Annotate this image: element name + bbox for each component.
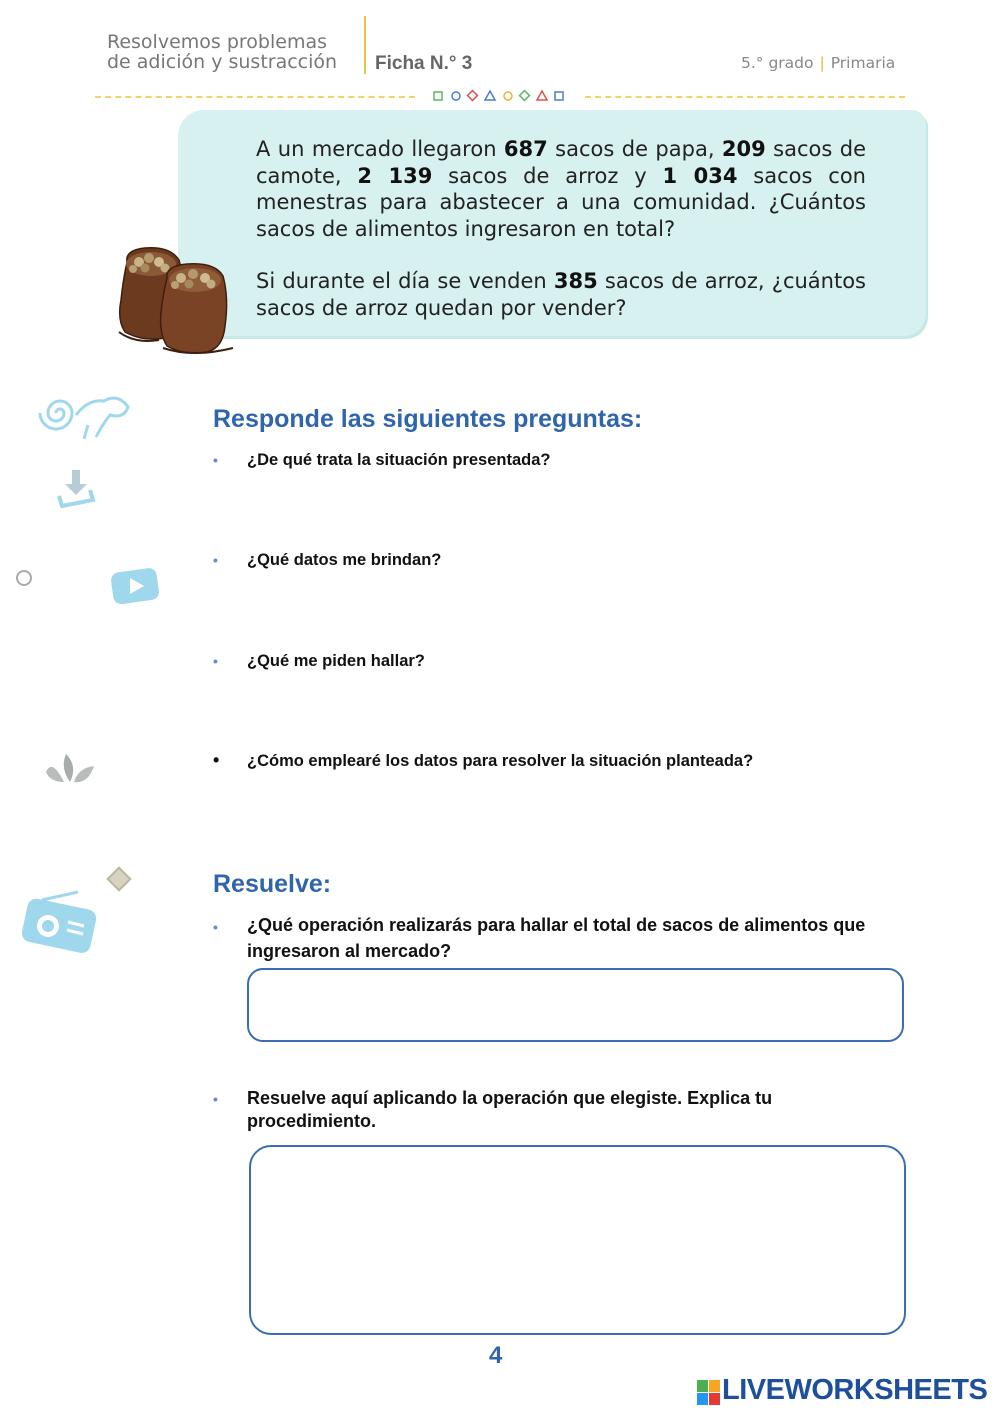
problem-number: 687 — [503, 137, 548, 161]
problem-number: 209 — [721, 137, 766, 161]
liveworksheets-logo-icon — [697, 1380, 721, 1406]
radio-icon — [20, 888, 100, 958]
question-item — [213, 751, 893, 771]
level-text: Primaria — [830, 54, 896, 72]
procedure-answer-box[interactable] — [249, 1145, 906, 1335]
problem-number: 385 — [553, 269, 598, 293]
header-title-line2: de adición y sustracción — [107, 51, 338, 73]
question-item — [213, 550, 893, 570]
footer-brand[interactable]: LIVEWORKSHEETS — [722, 1374, 988, 1406]
problem-text-part: A un mercado llegaron — [256, 137, 504, 161]
question-text: ¿Cómo emplearé los datos para resolver la situación planteada? — [247, 752, 754, 770]
problem-number: 1 034 — [662, 163, 738, 188]
problem-paragraph-1 — [256, 136, 866, 242]
operation-answer-box[interactable] — [247, 968, 904, 1042]
problem-text-part: sacos de arroz y — [432, 163, 663, 188]
question-text: ¿Qué datos me brindan? — [247, 551, 442, 569]
question-item-procedure — [213, 1087, 893, 1133]
bullet-icon: • — [213, 919, 218, 935]
page-number: 4 — [489, 1342, 503, 1369]
problem-text-part: sacos de camote, — [256, 137, 866, 188]
diamond-icon — [104, 864, 134, 894]
header-dashed-line-left — [95, 96, 415, 98]
grade-text: 5.° grado — [741, 54, 814, 72]
leaves-icon — [40, 752, 98, 786]
play-button-icon — [110, 566, 162, 606]
download-icon — [56, 468, 96, 508]
problem-statement — [256, 136, 866, 321]
question-item — [213, 450, 893, 470]
bullet-icon: • — [213, 552, 218, 568]
grade-label — [741, 54, 895, 72]
problem-paragraph-2 — [256, 268, 866, 321]
question-item-operation — [213, 912, 893, 964]
question-text: ¿Qué operación realizarás para hallar el total de sacos de alimentos que ingresaron al mercado? — [247, 915, 866, 961]
bullet-icon: • — [213, 452, 218, 468]
spiral-chameleon-icon — [38, 385, 134, 447]
problem-text-part: sacos de papa, — [547, 137, 722, 161]
problem-text-part: sacos con menestras para abastecer a una comunidad. ¿Cuántos sacos de alimentos ingresaron en total? — [256, 163, 866, 241]
problem-text-part: sacos de arroz, ¿cuántos sacos de arroz quedan por vender? — [256, 269, 866, 320]
problem-text-part: Si durante el día se venden — [256, 269, 554, 293]
bullet-icon: • — [213, 653, 218, 669]
problem-number: 2 139 — [357, 163, 433, 188]
bullet-icon: • — [213, 750, 220, 770]
section-heading-solve: Resuelve: — [213, 870, 332, 898]
header-title — [107, 32, 337, 72]
circle-icon — [14, 568, 34, 588]
question-text: ¿Qué me piden hallar? — [247, 652, 425, 670]
header-title-line1: Resolvemos problemas — [107, 31, 328, 53]
bullet-icon: • — [213, 1091, 218, 1107]
question-item — [213, 651, 893, 671]
section-heading-respond: Responde las siguientes preguntas: — [213, 405, 643, 433]
question-text: Resuelve aquí aplicando la operación que elegiste. Explica tu procedimiento. — [247, 1088, 773, 1131]
question-text: ¿De qué trata la situación presentada? — [247, 451, 551, 469]
header-dashed-line-right — [585, 96, 905, 98]
worksheet-number: Ficha N.° 3 — [375, 53, 473, 74]
shapes-ornament-icon — [432, 89, 572, 103]
sacks-illustration — [115, 240, 240, 358]
header-divider — [364, 16, 366, 74]
grade-separator: | — [819, 54, 825, 72]
